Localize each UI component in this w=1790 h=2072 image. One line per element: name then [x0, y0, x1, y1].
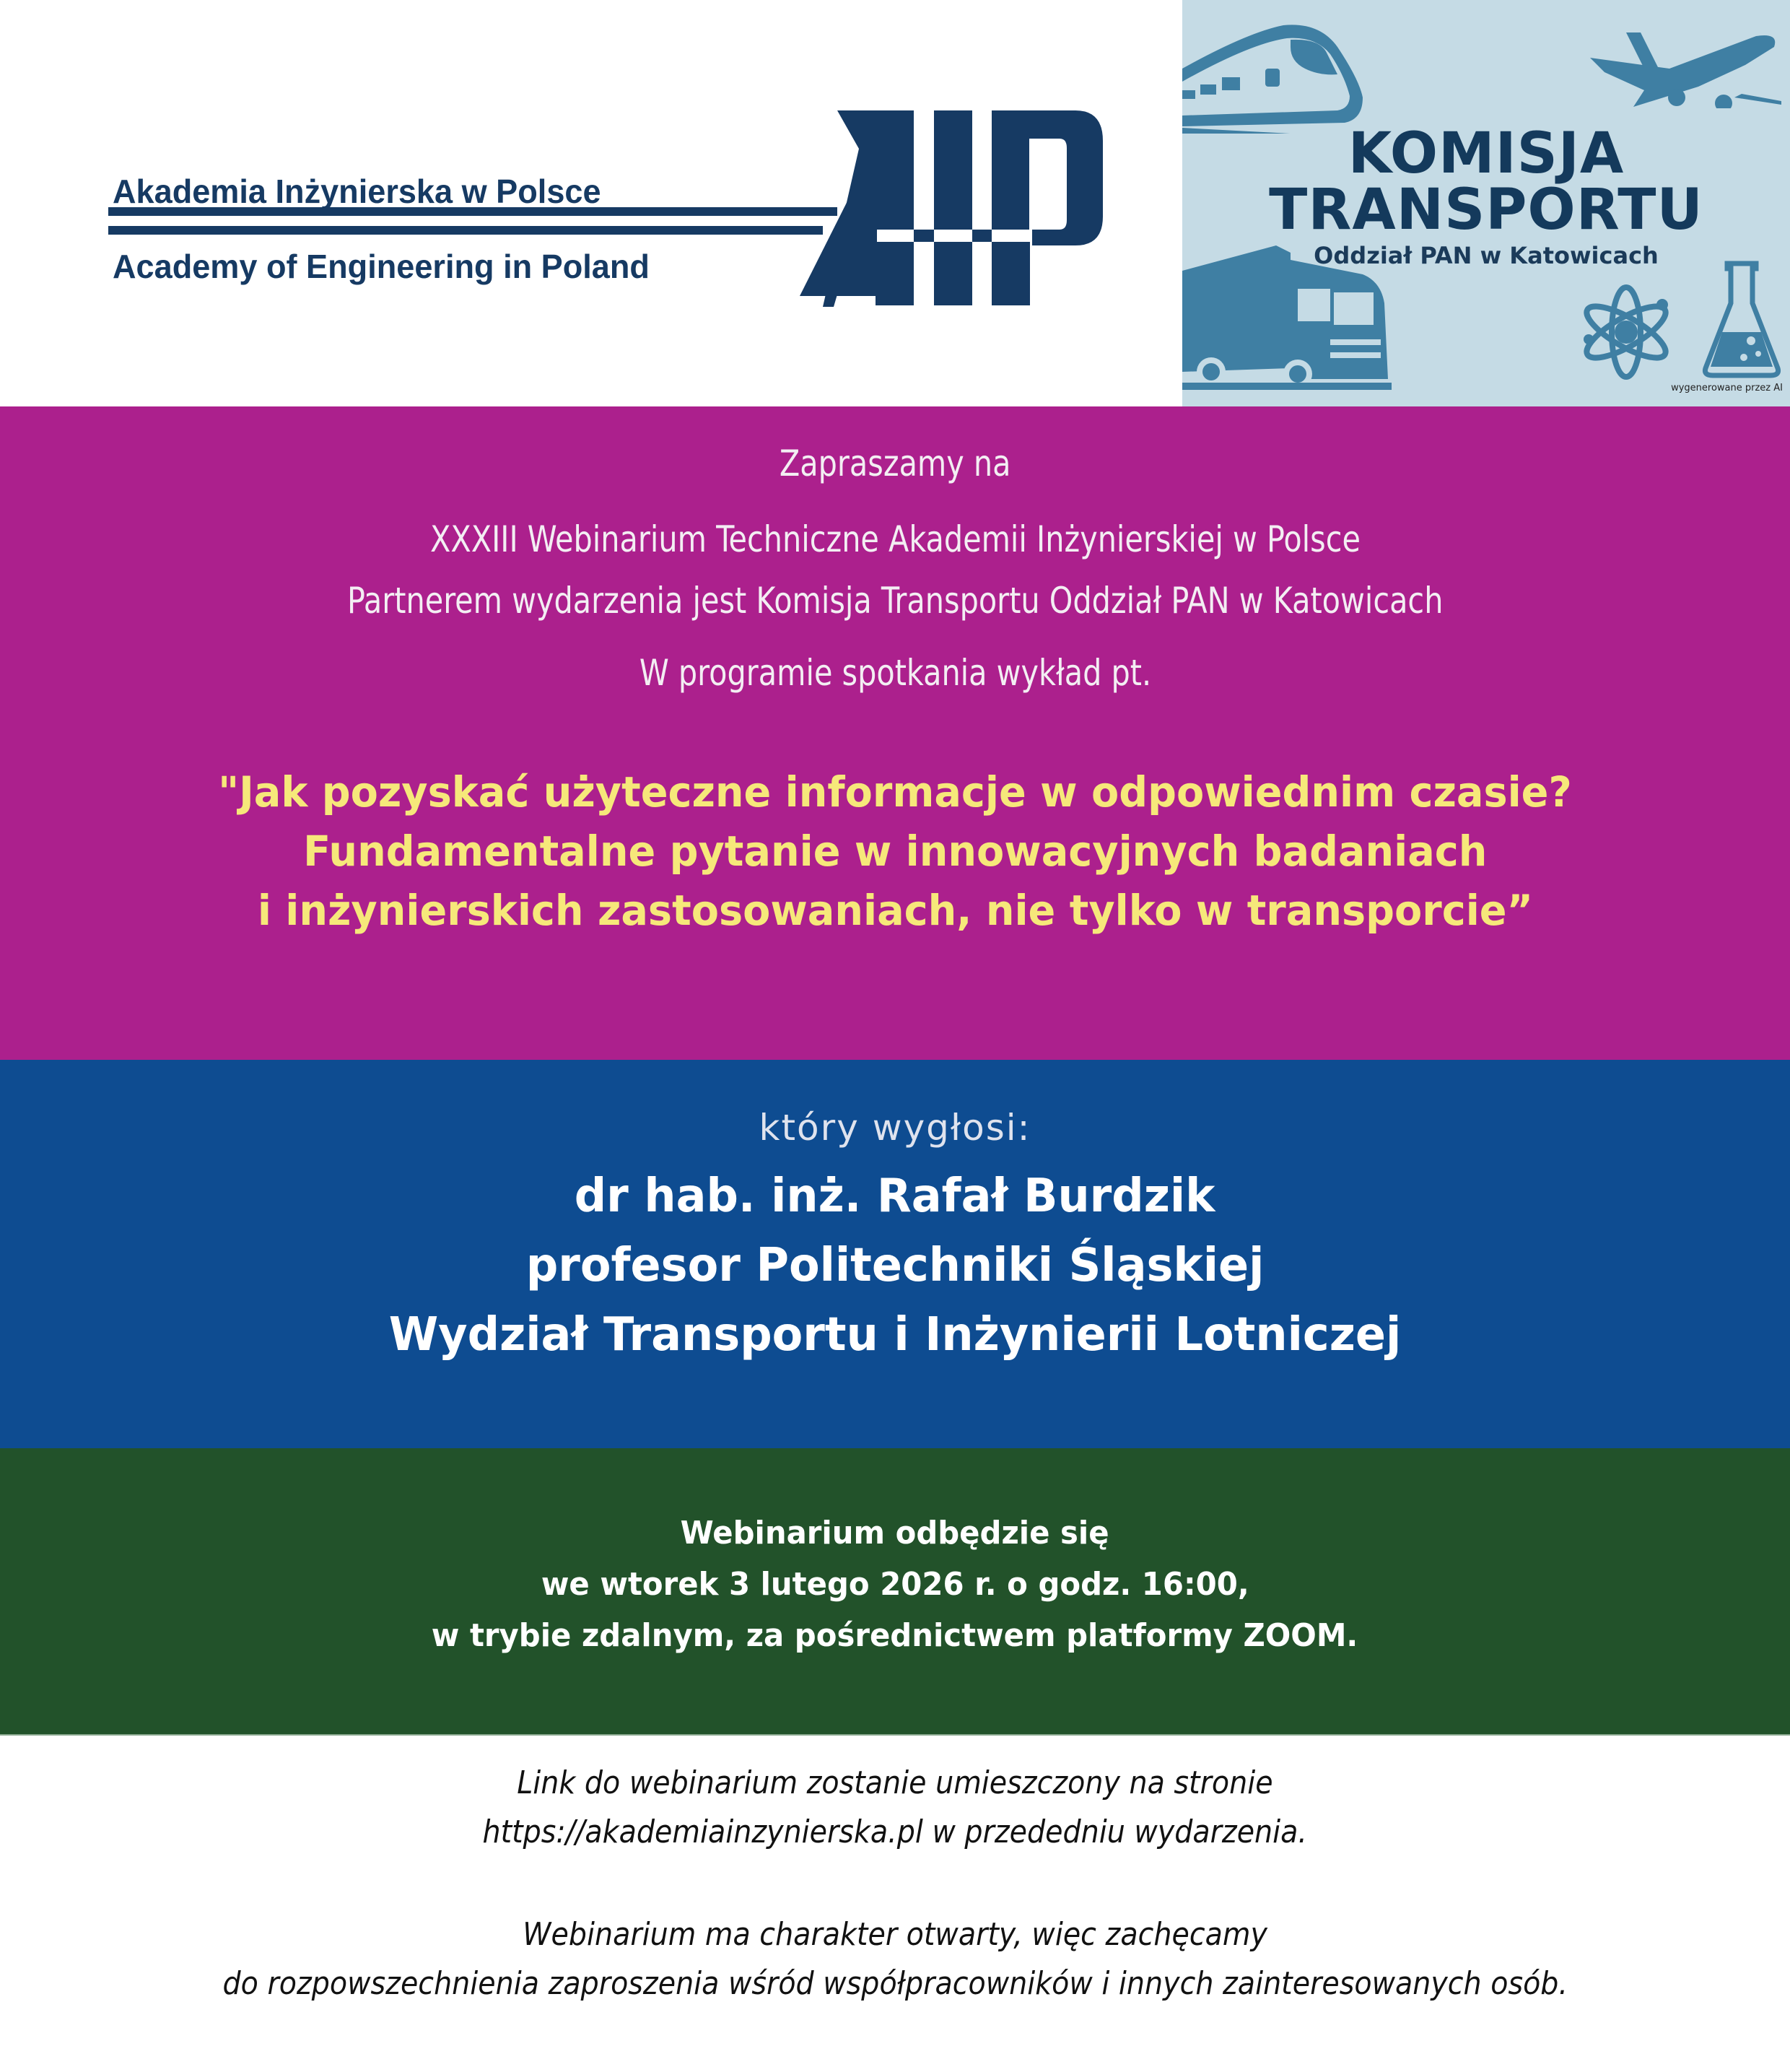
flask-icon — [1702, 260, 1781, 379]
notes-section — [0, 1734, 1790, 2072]
schedule-platform-text: w trybie zdalnym, za pośrednictwem platformy ZOOM. — [432, 1617, 1358, 1654]
schedule-date-time — [0, 1566, 1790, 1603]
ai-generated-note: wygenerowane przez AI — [1671, 383, 1783, 393]
lecture-title-line2-text: Fundamentalne pytanie w innowacyjnych badaniach — [302, 827, 1488, 876]
open-note-line2 — [0, 1965, 1790, 2002]
website-link[interactable]: https://akademiainzynierska.pl w przededniu wydarzenia. — [482, 1814, 1308, 1850]
speaker-title — [0, 1239, 1790, 1292]
speaker-name-text: dr hab. inż. Rafał Burdzik — [575, 1170, 1215, 1223]
schedule-platform — [0, 1617, 1790, 1654]
speaker-faculty-text: Wydział Transportu i Inżynierii Lotniczej — [388, 1308, 1402, 1362]
komisja-transportu-logo — [1182, 0, 1790, 406]
lecture-title-line1 — [0, 767, 1790, 817]
invitation-greeting-text: Zapraszamy na — [779, 443, 1011, 484]
link-note-line2 — [0, 1814, 1790, 1850]
link-note-line1-text: Link do webinarium zostanie umieszczony na stronie — [517, 1764, 1273, 1801]
lecture-title-line3 — [0, 886, 1790, 935]
lecture-title-line3-text: i inżynierskich zastosowaniach, nie tylko w transporcie” — [257, 886, 1533, 935]
schedule-section — [0, 1448, 1790, 1734]
open-note-line1-text: Webinarium ma charakter otwarty, więc zachęcamy — [523, 1916, 1267, 1953]
partner-info-text: Partnerem wydarzenia jest Komisja Transportu Oddział PAN w Katowicach — [346, 580, 1444, 622]
lecture-title-line2 — [0, 827, 1790, 876]
program-intro — [0, 652, 1790, 694]
schedule-line1 — [0, 1515, 1790, 1551]
open-note-line2-text: do rozpowszechnienia zaproszenia wśród współpracowników i innych zainteresowanych osób. — [222, 1965, 1568, 2002]
lecture-title-line1-text: "Jak pozyskać użyteczne informacje w odpowiednim czasie? — [218, 767, 1572, 817]
webinar-title-text: XXXIII Webinarium Techniczne Akademii Inżynierskiej w Polsce — [429, 518, 1361, 560]
webinar-title — [0, 518, 1790, 560]
schedule-date-time-text: we wtorek 3 lutego 2026 r. o godz. 16:00, — [541, 1566, 1249, 1603]
speaker-faculty — [0, 1308, 1790, 1362]
program-intro-text: W programie spotkania wykład pt. — [639, 652, 1151, 694]
kt-subtitle: Oddział PAN w Katowicach — [1314, 242, 1659, 269]
open-note-line1 — [0, 1916, 1790, 1953]
train-icon — [1182, 18, 1392, 134]
kt-title-line2: TRANSPORTU — [1269, 178, 1703, 243]
link-note-line1 — [0, 1764, 1790, 1801]
atom-icon — [1576, 282, 1677, 383]
speaker-title-text: profesor Politechniki Śląskiej — [525, 1239, 1265, 1292]
aip-name-english: Academy of Engineering in Poland — [113, 248, 650, 285]
speaker-section — [0, 1060, 1790, 1448]
aip-logo — [108, 108, 1119, 397]
kt-title-line1: KOMISJA — [1348, 121, 1625, 186]
partner-info — [0, 580, 1790, 622]
speaker-name — [0, 1170, 1790, 1223]
aip-name-polish: Akademia Inżynierska w Polsce — [113, 173, 601, 210]
schedule-line1-text: Webinarium odbędzie się — [681, 1515, 1109, 1551]
airplane-icon — [1590, 29, 1785, 108]
invitation-greeting — [0, 443, 1790, 484]
invitation-section — [0, 406, 1790, 1060]
speaker-intro: który wygłosi: — [759, 1107, 1031, 1149]
header — [0, 0, 1790, 406]
